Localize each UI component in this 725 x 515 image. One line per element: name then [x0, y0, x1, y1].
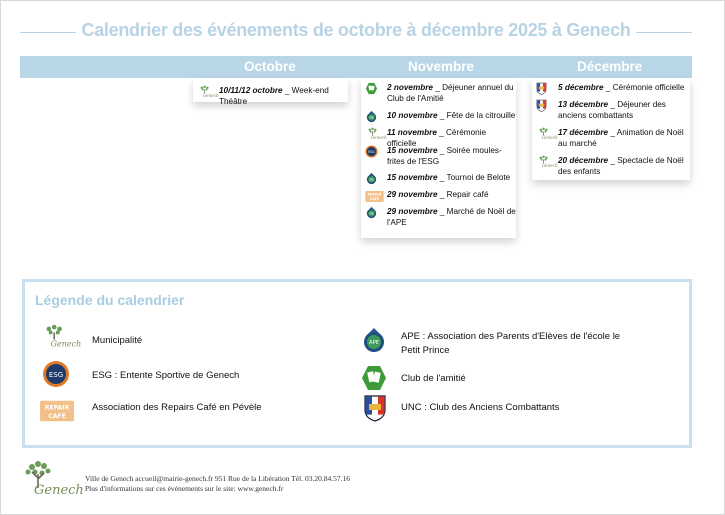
svg-text:Genech: Genech	[34, 483, 84, 498]
unc-icon	[536, 99, 547, 117]
club-amitie-icon	[365, 82, 378, 100]
event-date: 15 novembre	[387, 146, 438, 155]
legend-genech-logo-icon	[40, 322, 82, 355]
genech-logo-icon	[365, 127, 387, 145]
event-label: Déjeuner des anciens combattants	[558, 100, 666, 120]
month-header-bar	[20, 56, 692, 78]
event-label: Cérémonie officielle	[612, 83, 685, 92]
event-separator: _	[437, 111, 447, 120]
event-separator: _	[437, 146, 447, 155]
event-separator: _	[437, 190, 447, 199]
legend-box	[22, 279, 692, 448]
genech-logo-icon	[197, 85, 219, 103]
month-header-novembre: Novembre	[408, 59, 475, 74]
ape-icon	[365, 206, 378, 224]
event-separator: _	[282, 86, 292, 95]
legend-club-amitie-icon	[360, 364, 388, 397]
event-label: Déjeuner annuel du Club de l'Amitié	[387, 83, 514, 103]
event-label: Week-end Théâtre	[219, 86, 329, 106]
svg-text:APE: APE	[369, 116, 374, 120]
event-label: Repair café	[446, 190, 489, 199]
event-date: 11 novembre	[387, 128, 437, 137]
event-item	[387, 82, 517, 104]
event-label: Tournoi de Belote	[446, 173, 511, 182]
svg-text:Genech: Genech	[50, 339, 82, 349]
svg-text:REPAIR: REPAIR	[44, 404, 70, 412]
event-date: 15 novembre	[387, 173, 438, 182]
event-date: 10/11/12 octobre	[219, 86, 283, 95]
event-label: Marché de Noël de l'APE	[387, 207, 516, 227]
event-date: 2 novembre	[387, 83, 433, 92]
esg-icon	[365, 145, 378, 163]
svg-text:Genech: Genech	[202, 93, 219, 99]
svg-text:REPAIR: REPAIR	[367, 192, 382, 197]
event-label: Soirée moules-frites de l'ESG	[387, 146, 502, 166]
event-separator: _	[608, 100, 618, 109]
legend-ape-icon	[360, 326, 388, 359]
svg-text:CAFÉ: CAFÉ	[369, 197, 380, 202]
legend-title: Légende du calendrier	[35, 292, 185, 308]
event-date: 13 décembre	[558, 100, 609, 109]
event-separator: _	[437, 173, 447, 182]
event-item	[387, 206, 517, 228]
svg-text:CAFÉ: CAFÉ	[48, 412, 66, 420]
event-item	[558, 127, 690, 149]
event-item	[558, 82, 690, 93]
event-date: 20 décembre	[558, 156, 609, 165]
legend-item-label: ESG : Entente Sportive de Genech	[92, 370, 240, 381]
event-item	[558, 155, 690, 177]
ape-icon	[365, 110, 378, 128]
footer-more-info: Plus d'informations sur ces événements sur le site: www.genech.fr	[85, 484, 284, 493]
event-date: 10 novembre	[387, 111, 438, 120]
event-separator: _	[432, 83, 443, 92]
ape-icon	[365, 172, 378, 190]
svg-text:APE: APE	[369, 212, 374, 216]
event-item	[387, 172, 517, 183]
event-item	[387, 110, 517, 121]
unc-icon	[536, 82, 547, 100]
legend-esg-icon	[42, 360, 70, 393]
event-item	[387, 189, 517, 200]
event-label: Fête de la citrouille	[446, 111, 516, 120]
legend-item-label: Municipalité	[92, 335, 143, 346]
event-separator: _	[608, 128, 617, 137]
legend-repair-cafe-icon	[40, 398, 74, 429]
genech-logo-icon	[536, 155, 558, 173]
svg-text:Genech: Genech	[541, 163, 558, 169]
svg-text:Genech: Genech	[541, 135, 558, 141]
legend-unc-icon	[362, 394, 388, 427]
svg-text:APE: APE	[369, 178, 374, 182]
legend-item-label: Association des Repairs Café en Pévèle	[92, 402, 262, 413]
repair-cafe-icon	[365, 189, 384, 207]
event-item	[558, 99, 690, 121]
footer-genech-logo-icon	[14, 458, 84, 505]
event-separator: _	[437, 207, 447, 216]
legend-item-label: APE : Association des Parents d'Elèves de l'école le Petit Prince	[401, 331, 621, 356]
event-item	[219, 85, 349, 107]
event-date: 29 novembre	[387, 190, 438, 199]
event-separator: _	[603, 83, 613, 92]
svg-text:ESG: ESG	[368, 149, 375, 154]
title-row	[20, 16, 692, 46]
footer-contact: Ville de Genech accueil@mairie-genech.fr 951 Rue de la Libération Tél. 03.20.84.57.16	[85, 474, 350, 483]
page-title: Calendrier des événements de octobre à décembre 2025 à Genech	[20, 20, 692, 41]
event-date: 17 décembre	[558, 128, 609, 137]
svg-text:Genech: Genech	[370, 135, 387, 141]
event-date: 29 novembre	[387, 207, 438, 216]
event-separator: _	[436, 128, 447, 137]
genech-logo-icon	[536, 127, 558, 145]
svg-text:APE: APE	[369, 340, 379, 346]
legend-item-label: UNC : Club des Anciens Combattants	[401, 402, 560, 413]
event-separator: _	[608, 156, 618, 165]
event-date: 5 décembre	[558, 83, 604, 92]
legend-item-label: Club de l'amitié	[401, 373, 466, 384]
event-label: Spectacle de Noël des enfants	[558, 156, 684, 176]
month-header-decembre: Décembre	[577, 59, 643, 74]
event-label: Animation de Noël au marché	[558, 128, 684, 148]
svg-text:ESG: ESG	[48, 371, 64, 379]
month-header-octobre: Octobre	[244, 59, 296, 74]
event-label: Cérémonie officielle	[387, 128, 487, 148]
event-item	[387, 145, 517, 167]
